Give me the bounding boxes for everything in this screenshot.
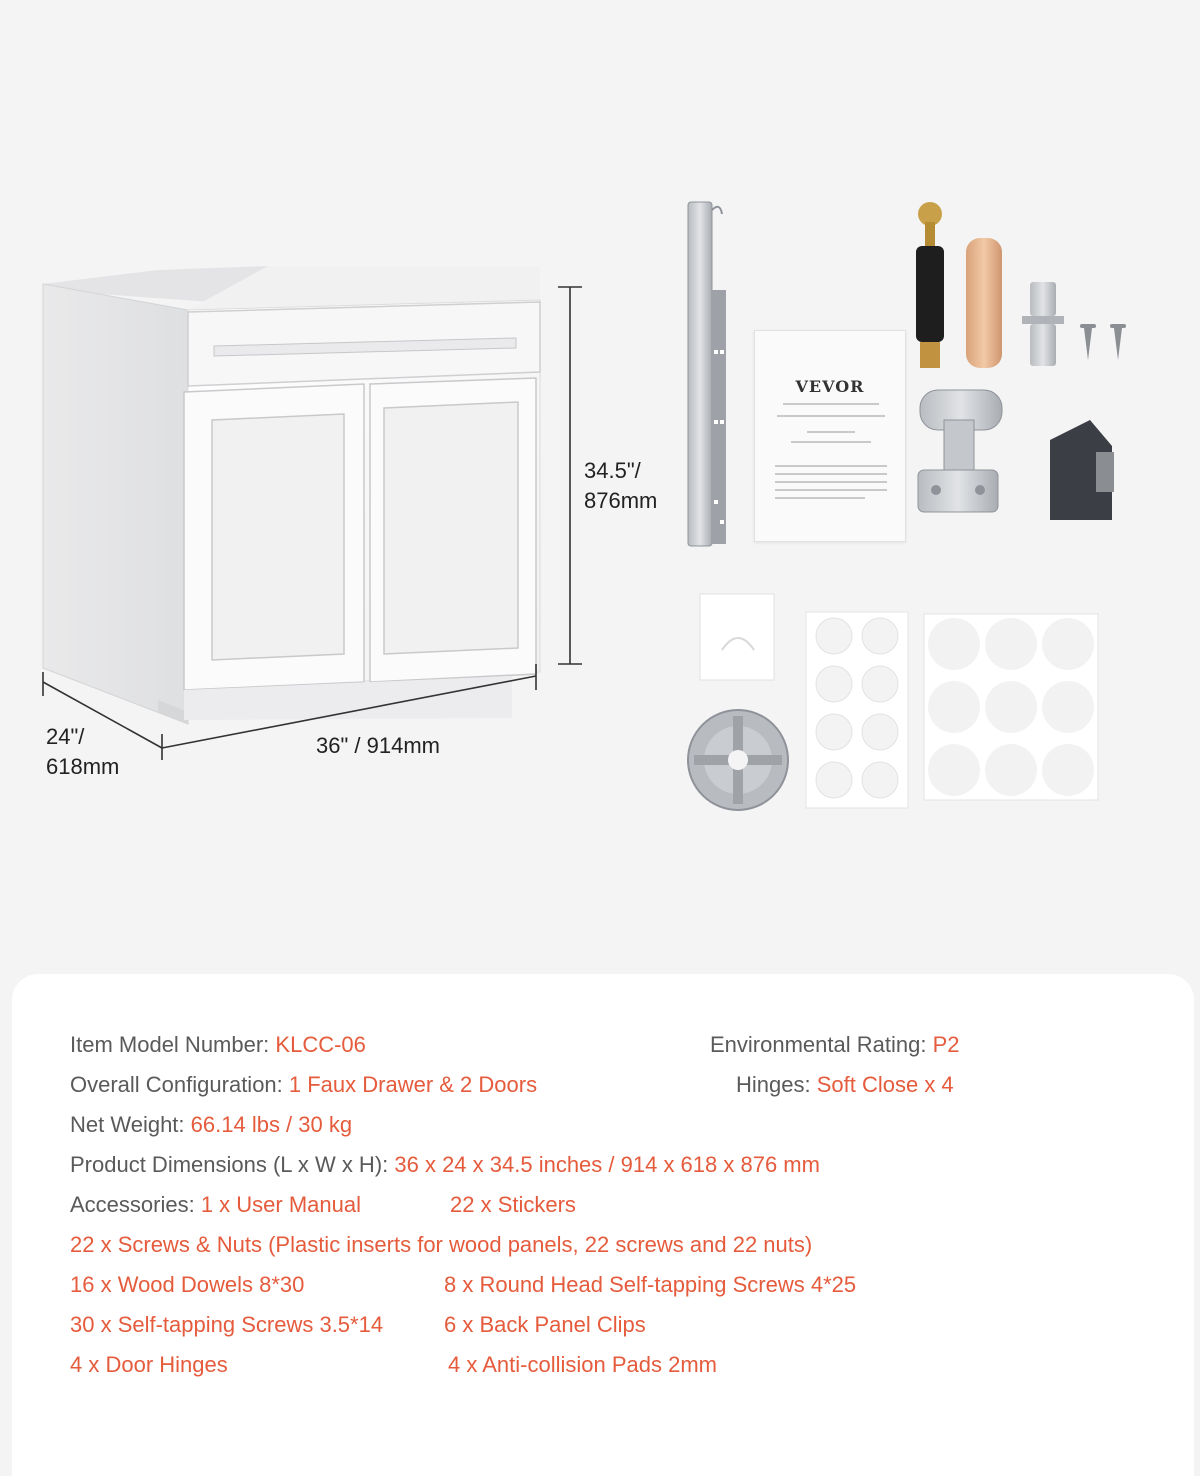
cam-lock-illustration: [688, 710, 788, 810]
spec-value: 1 Faux Drawer & 2 Doors: [288, 1072, 538, 1097]
accessory-item: 6 x Back Panel Clips: [444, 1312, 646, 1337]
accessory-item: 22 x Stickers: [450, 1192, 576, 1217]
height-dimension-label: 34.5"/ 876mm: [584, 458, 658, 513]
spec-environmental-rating: [710, 1030, 959, 1060]
back-panel-clip-illustration: [1050, 420, 1114, 520]
cabinet-illustration: [43, 266, 540, 724]
anti-collision-pads-illustration: [806, 612, 908, 808]
barrel-nut-illustration: [1022, 282, 1064, 366]
spec-hinges: [736, 1070, 954, 1100]
door-hinge-illustration: [918, 390, 1002, 512]
sticker-sheet-illustration: [700, 594, 774, 680]
accessory-item: 8 x Round Head Self-tapping Screws 4*25: [444, 1272, 857, 1297]
spec-dimensions: [70, 1150, 820, 1180]
spec-label: Environmental Rating:: [710, 1032, 933, 1057]
spec-net-weight: [70, 1110, 352, 1140]
wood-dowel-illustration: [966, 238, 1002, 368]
spec-label: Item Model Number:: [70, 1032, 276, 1057]
spec-accessories: [70, 1190, 361, 1220]
spec-label: Net Weight:: [70, 1112, 191, 1137]
spec-value: 66.14 lbs / 30 kg: [190, 1112, 353, 1137]
user-manual-illustration: [754, 330, 906, 542]
cam-bolt-illustration: [916, 202, 944, 368]
manual-brand-logo: VEVOR: [795, 377, 865, 396]
accessory-item: 30 x Self-tapping Screws 3.5*14: [70, 1312, 384, 1337]
accessory-item: 1 x User Manual: [200, 1192, 362, 1217]
accessory-item: 4 x Door Hinges: [70, 1352, 228, 1377]
spec-configuration: [70, 1070, 537, 1100]
specifications-card: [12, 974, 1194, 1476]
drawer-slide-illustration: [688, 202, 726, 546]
spec-label: Accessories:: [70, 1192, 201, 1217]
accessory-item: 4 x Anti-collision Pads 2mm: [448, 1352, 717, 1377]
spec-value: P2: [932, 1032, 960, 1057]
spec-value: 36 x 24 x 34.5 inches / 914 x 618 x 876 mm: [394, 1152, 820, 1177]
sticker-dots-illustration: [924, 614, 1098, 800]
spec-label: Hinges:: [736, 1072, 817, 1097]
accessory-item: 22 x Screws & Nuts (Plastic inserts for wood panels, 22 screws and 22 nuts): [70, 1232, 813, 1257]
spec-label: Overall Configuration:: [70, 1072, 289, 1097]
spec-value: Soft Close x 4: [816, 1072, 954, 1097]
spec-label: Product Dimensions (L x W x H):: [70, 1152, 395, 1177]
accessory-item: 16 x Wood Dowels 8*30: [70, 1272, 305, 1297]
spec-model: [70, 1030, 366, 1060]
small-screws-illustration: [1080, 324, 1126, 360]
depth-dimension-label: 24"/ 618mm: [46, 724, 120, 779]
spec-value: KLCC-06: [275, 1032, 366, 1057]
width-dimension-label: 36" / 914mm: [316, 733, 440, 758]
